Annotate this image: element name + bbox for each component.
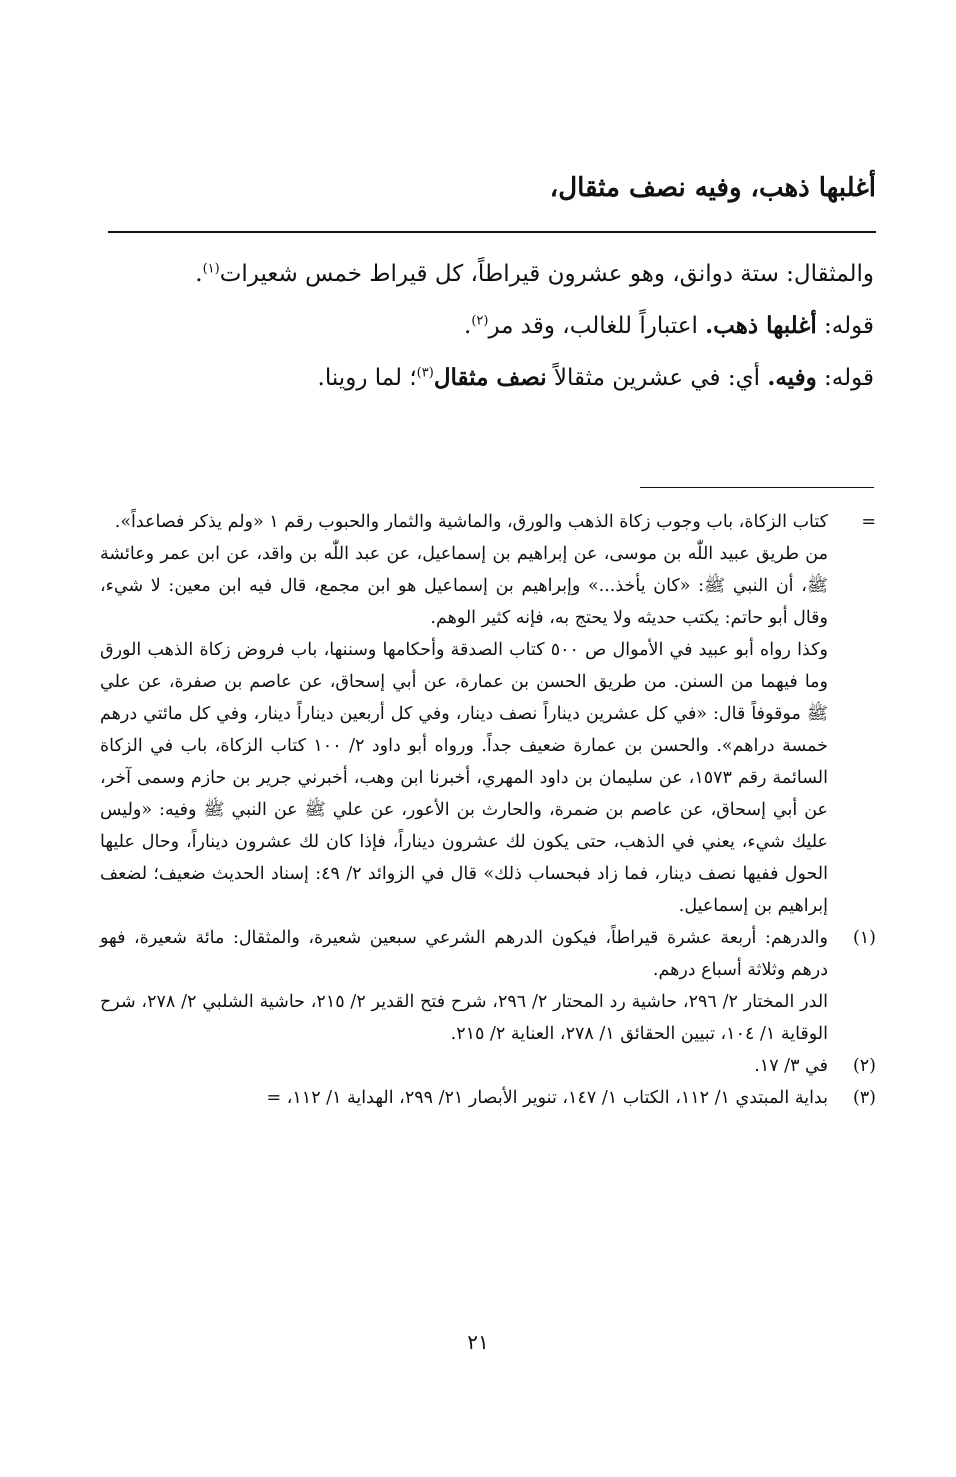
footnote-3 <box>100 1082 876 1114</box>
footnote-2-body <box>100 1050 828 1082</box>
footnote-2 <box>100 1050 876 1082</box>
footnote-continuation <box>100 506 876 922</box>
para3-text: أي: في عشرين مثقالاً <box>546 365 768 391</box>
main-text <box>108 252 874 406</box>
footnote-continuation-body <box>100 506 828 922</box>
continuation-para-1: كتاب الزكاة، باب وجوب زكاة الذهب والورق، والماشية والثمار والحبوب رقم ١ «ولم يذكر فصاعداً». <box>114 512 828 532</box>
footnote-ref-3: (٣) <box>416 365 434 381</box>
footnotes <box>100 506 876 1114</box>
continuation-marker: = <box>861 512 876 532</box>
page-number: ٢١ <box>467 1330 489 1354</box>
footnote-1-para-1: والدرهم: أربعة عشرة قيراطاً، فيكون الدرهم الشرعي سبعين شعيرة، والمثقال: مائة شعيرة، فهو درهم وثلاثة أسباع درهم. <box>100 928 828 980</box>
footnote-ref-1: (١) <box>202 261 220 277</box>
footnote-2-number: (٢) <box>852 1056 876 1076</box>
main-paragraph-1 <box>108 252 874 296</box>
footnote-ref-2: (٢) <box>471 313 489 329</box>
para2-end: . <box>464 313 472 339</box>
header-divider <box>108 231 876 233</box>
para1-text: والمثقال: ستة دوانق، وهو عشرون قيراطاً، كل قيراط خمس شعيرات <box>219 261 874 287</box>
footnote-1-body <box>100 922 828 1050</box>
footnote-1-para-2: الدر المختار ٢/ ٢٩٦، حاشية رد المحتار ٢/ ٢٩٦، شرح فتح القدير ٢/ ٢١٥، حاشية الشلبي ٢/ ٢٧٨، شرح الوقاية ١/ ١٠٤، تبيين الحقائق ١/ ٢٧٨، العناية ٢/ ٢١٥. <box>100 992 829 1044</box>
footnote-2-para-1: في ٣/ ١٧. <box>754 1056 828 1076</box>
para3-bold: وفيه. <box>767 364 817 391</box>
continuation-para-3: وكذا رواه أبو عبيد في الأموال ص ٥٠٠ كتاب الصدقة وأحكامها وسننها، باب فروض زكاة الذهب الورق وما فيهما من السنن. من طريق الحسن بن عمارة، عن أبي إسحاق، عن عاصم بن صفرة، عن علي ﷺ موقوفاً قال: «في كل عشرين ديناراً نصف دينار، وفي كل أربعين ديناراً دينار، وفي كل مائتي درهم خمسة دراهم». والحسن بن عمارة ضعيف جداً. ورواه أبو داود ٢/ ١٠٠ كتاب الزكاة، باب في الزكاة السائمة رقم ١٥٧٣، عن سليمان بن داود المهري، أخبرنا ابن وهب، أخبرني جرير بن حازم وسمى آخر، عن أبي إسحاق، عن عاصم بن ضمرة، والحارث بن الأعور، عن علي ﷺ عن النبي ﷺ وفيه: «وليس عليك شيء، يعني في الذهب، حتى يكون لك عشرون ديناراً، فإذا كان لك عشرون ديناراً، وحال عليها الحول ففيها نصف دينار، فما زاد فبحساب ذلك» قال في الزوائد ٢/ ٤٩: إسناد الحديث ضعيف؛ لضعف إبراهيم بن إسماعيل. <box>100 640 829 916</box>
para2-text: اعتباراً للغالب، وقد مر <box>488 313 706 339</box>
para3-bold2: نصف مثقال <box>433 364 547 391</box>
footnote-1 <box>100 922 876 1050</box>
running-title: أغلبها ذهب، وفيه نصف مثقال، <box>549 173 876 203</box>
main-paragraph-3 <box>108 350 874 406</box>
footnote-3-para-1: بداية المبتدي ١/ ١١٢، الكتاب ١/ ١٤٧، تنوير الأبصار ٢١/ ٢٩٩، الهداية ١/ ١١٢، = <box>266 1088 828 1108</box>
para1-end: . <box>195 261 203 287</box>
para2-bold: أغلبها ذهب. <box>705 312 817 339</box>
footnote-3-body <box>100 1082 828 1114</box>
footnote-divider <box>640 487 874 488</box>
main-paragraph-2 <box>108 302 874 350</box>
para3-prefix: قوله: <box>816 365 874 391</box>
footnote-1-number: (١) <box>852 928 876 948</box>
footnote-3-number: (٣) <box>852 1088 876 1108</box>
para3-end: ؛ لما روينا. <box>317 365 417 391</box>
para2-prefix: قوله: <box>816 313 874 339</box>
continuation-para-2: من طريق عبيد اللّٰه بن موسى، عن إبراهيم بن إسماعيل، عن عبد اللّٰه بن واقد، عن ابن عمر وعائشة ﷺ، أن النبي ﷺ: «كان يأخذ...» وإبراهيم بن إسماعيل هو ابن مجمع، قال فيه ابن معين: لا شيء، وقال أبو حاتم: يكتب حديثه ولا يحتج به، فإنه كثير الوهم. <box>100 544 828 628</box>
